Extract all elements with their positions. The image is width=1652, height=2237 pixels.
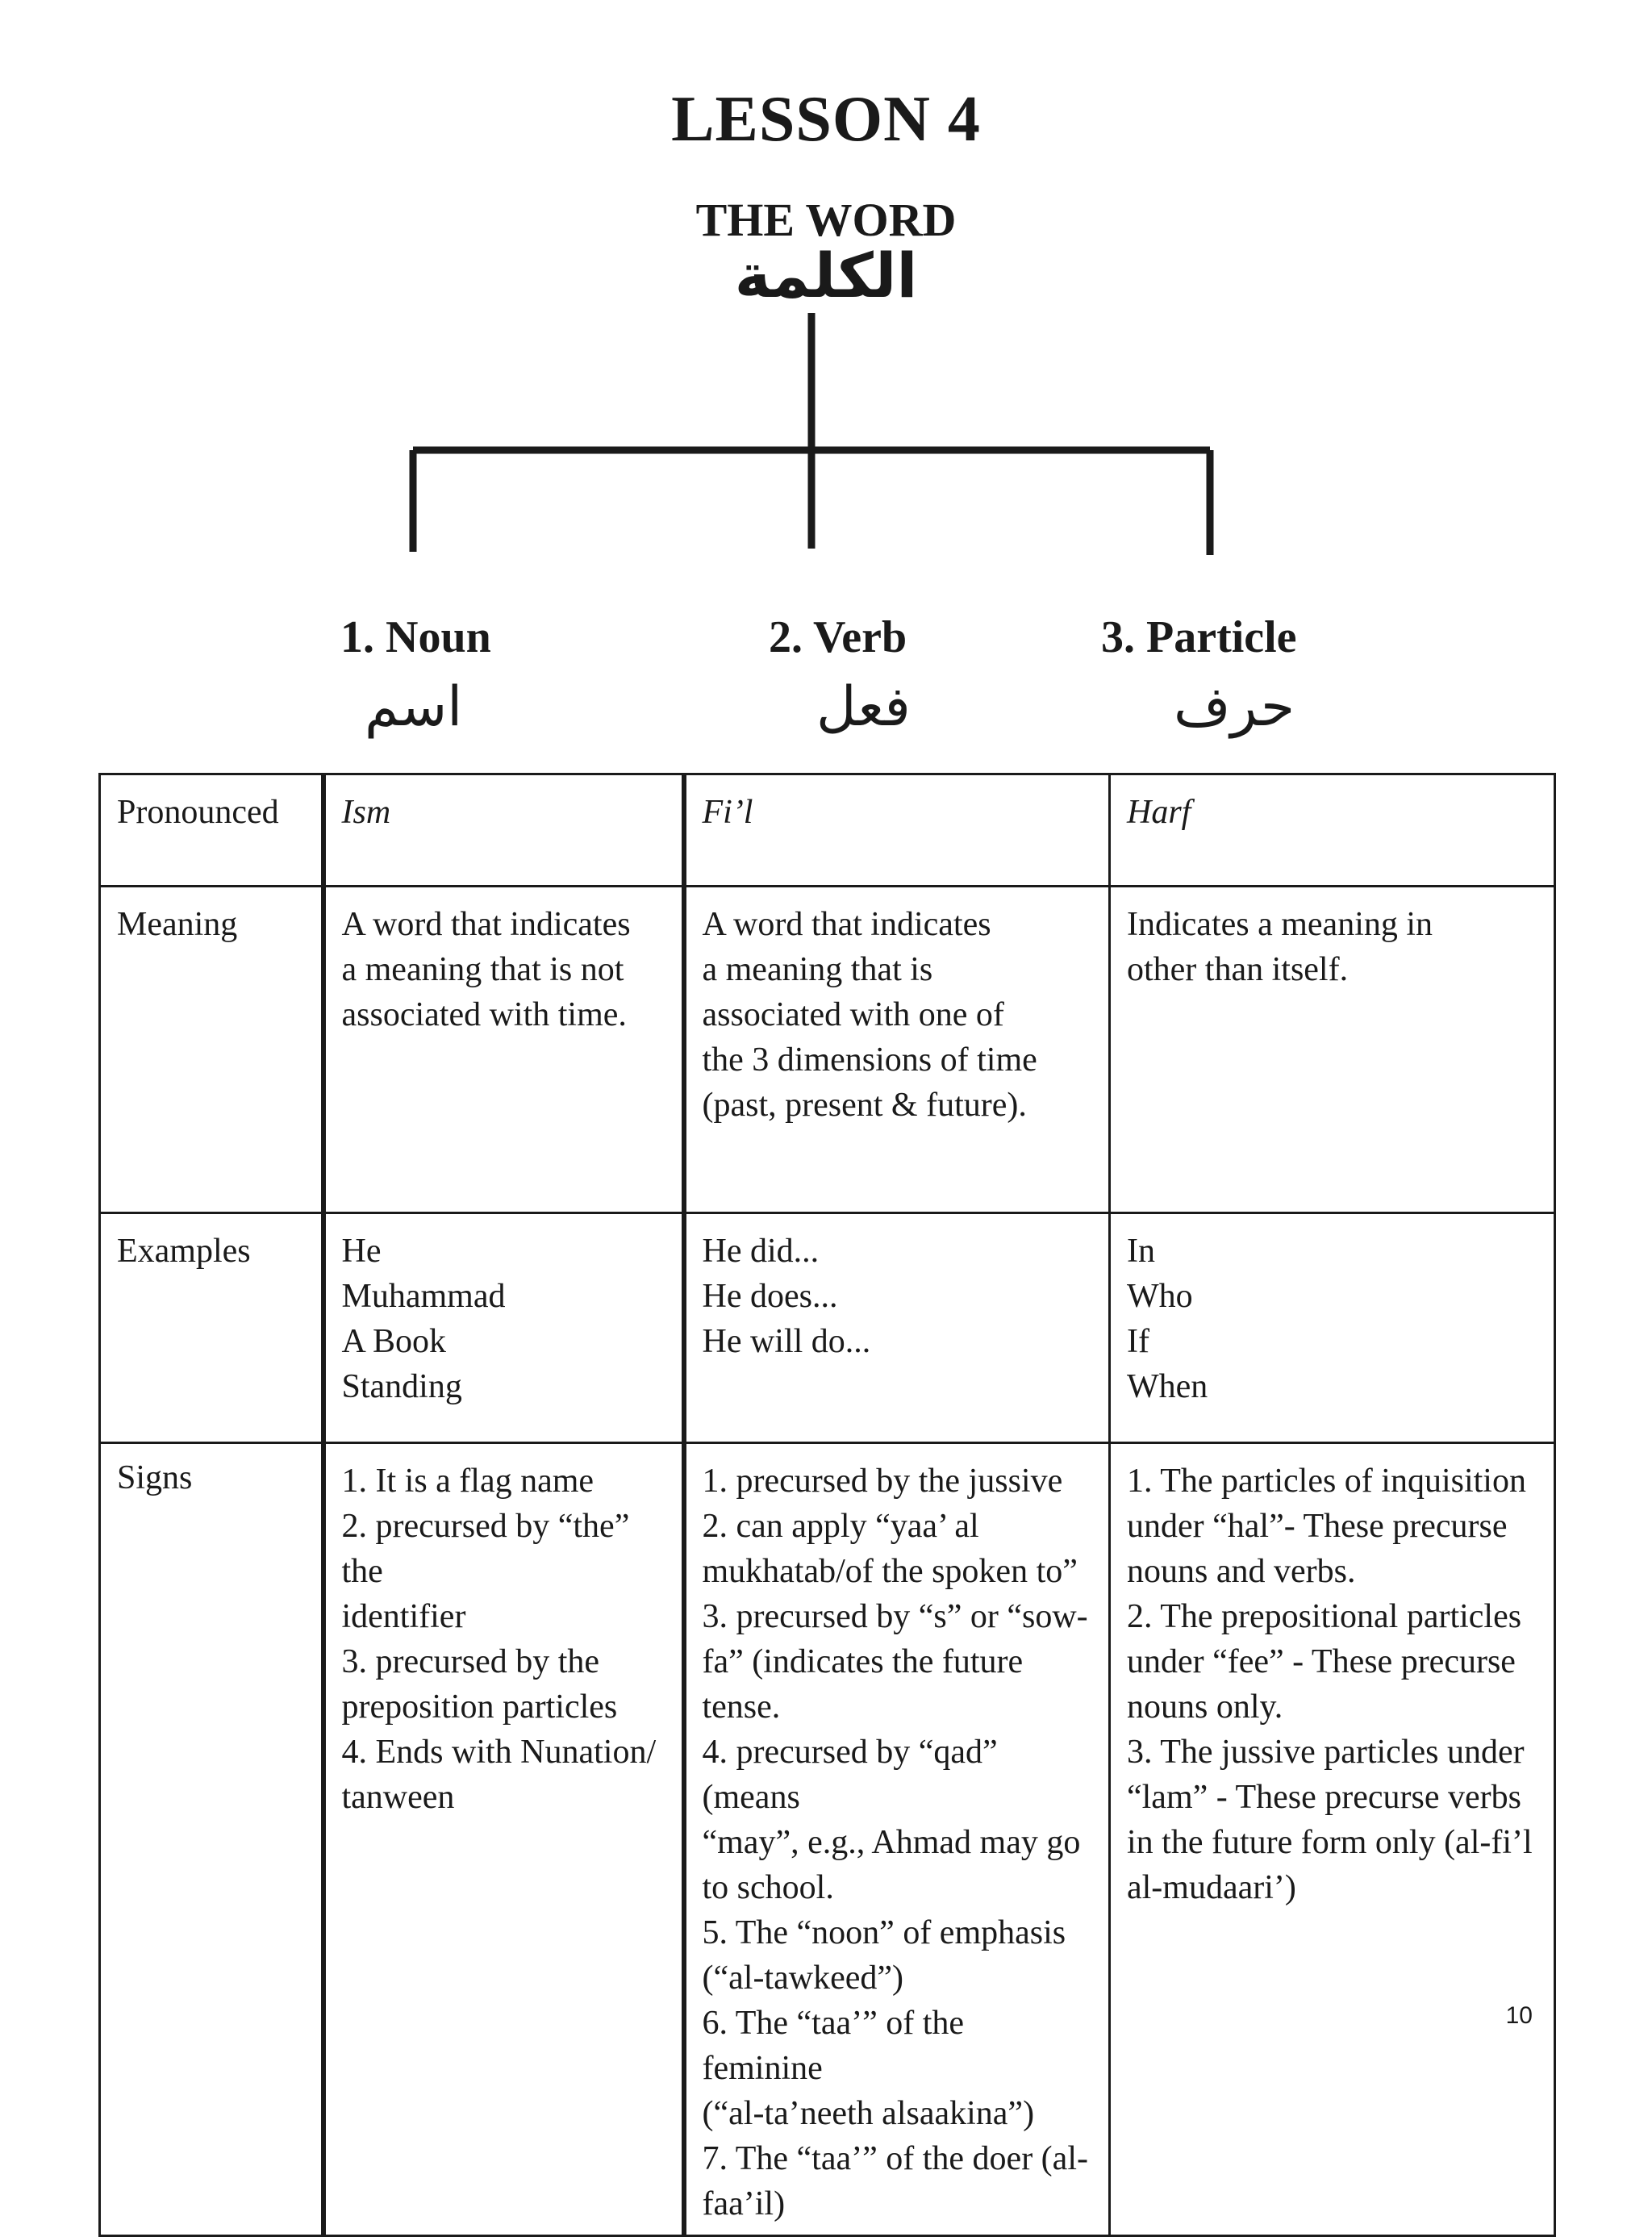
examples-verb <box>684 1213 1110 1443</box>
row-label-meaning: Meaning <box>100 887 323 1213</box>
cell-line: 3. precursed by the <box>341 1643 600 1680</box>
examples-noun <box>323 1213 684 1443</box>
cell-line: A Book <box>341 1323 447 1360</box>
row-label-pronounced: Pronounced <box>100 774 323 887</box>
cell-line: 4. Ends with Nunation/ <box>341 1734 657 1771</box>
signs-verb <box>684 1443 1110 2236</box>
cell-line: al-mudaari’) <box>1127 1869 1296 1906</box>
signs-particle <box>1110 1443 1555 2236</box>
cell-line: He does... <box>702 1278 838 1315</box>
cell-line: 4. precursed by “qad” (means <box>702 1734 998 1816</box>
cell-line: (past, present & future). <box>702 1087 1027 1124</box>
row-label-examples: Examples <box>100 1213 323 1443</box>
cell-line: mukhatab/of the spoken to” <box>702 1553 1078 1590</box>
cell-line: 3. precursed by “s” or “sow- <box>702 1598 1088 1635</box>
cell-line: associated with time. <box>341 996 627 1033</box>
category-noun-label: 1. Noun <box>340 612 491 662</box>
cell-line: “may”, e.g., Ahmad may go <box>702 1824 1081 1861</box>
table-row-signs <box>100 1443 1555 2236</box>
cell-line: a meaning that is <box>702 951 933 988</box>
cell-line: If <box>1127 1323 1149 1360</box>
cell-line: Indicates a meaning in <box>1127 906 1433 943</box>
category-verb-arabic: فعل <box>816 675 911 739</box>
cell-line: tanween <box>341 1779 455 1816</box>
cell-line: the 3 dimensions of time <box>702 1041 1037 1079</box>
pronounced-particle: Harf <box>1110 774 1555 887</box>
cell-line: 5. The “noon” of emphasis <box>702 1914 1066 1951</box>
cell-line: 1. It is a flag name <box>341 1463 594 1500</box>
word-title: THE WORD <box>695 194 957 246</box>
cell-line: Who <box>1127 1278 1193 1315</box>
word-tree-connector <box>0 0 1652 565</box>
table-row-pronounced <box>100 774 1555 887</box>
cell-line: faa’il) <box>702 2185 786 2222</box>
page-number: 10 <box>1505 2002 1533 2029</box>
table-row-examples <box>100 1213 1555 1443</box>
cell-line: to school. <box>702 1869 834 1906</box>
meaning-noun <box>323 887 684 1213</box>
cell-line: 2. precursed by “the” the <box>341 1508 630 1590</box>
cell-line: In <box>1127 1233 1155 1270</box>
category-particle-arabic: حرف <box>1174 675 1295 739</box>
cell-line: When <box>1127 1368 1208 1405</box>
cell-line: 1. The particles of inquisition <box>1127 1463 1526 1500</box>
cell-line: (“al-tawkeed”) <box>702 1959 903 1997</box>
cell-line: fa” (indicates the future tense. <box>702 1643 1024 1726</box>
cell-line: identifier <box>341 1598 466 1635</box>
word-arabic-title: الكلمة <box>734 240 918 311</box>
category-noun-arabic: اسم <box>365 675 463 739</box>
cell-line: 2. The prepositional particles <box>1127 1598 1522 1635</box>
cell-line: He will do... <box>702 1323 871 1360</box>
cell-line: He <box>341 1233 382 1270</box>
cell-line: 2. can apply “yaa’ al <box>702 1508 979 1545</box>
cell-line: under “hal”- These precurse <box>1127 1508 1508 1545</box>
signs-noun <box>323 1443 684 2236</box>
row-label-signs: Signs <box>100 1443 323 2236</box>
pronounced-noun: Ism <box>323 774 684 887</box>
cell-line: “lam” - These precurse verbs <box>1127 1779 1521 1816</box>
cell-line: Muhammad <box>341 1278 506 1315</box>
table-row-meaning <box>100 887 1555 1213</box>
meaning-particle <box>1110 887 1555 1213</box>
cell-line: 1. precursed by the jussive <box>702 1463 1063 1500</box>
lesson-title: LESSON 4 <box>671 84 981 155</box>
pronounced-verb: Fi’l <box>684 774 1110 887</box>
cell-line: nouns and verbs. <box>1127 1553 1356 1590</box>
cell-line: 6. The “taa’” of the feminine <box>702 2005 965 2087</box>
examples-particle <box>1110 1213 1555 1443</box>
category-particle-label: 3. Particle <box>1101 612 1297 662</box>
word-types-table <box>98 773 1556 2237</box>
cell-line: (“al-ta’neeth alsaakina”) <box>702 2095 1035 2132</box>
cell-line: nouns only. <box>1127 1688 1283 1726</box>
cell-line: 3. The jussive particles under <box>1127 1734 1525 1771</box>
cell-line: associated with one of <box>702 996 1004 1033</box>
cell-line: 7. The “taa’” of the doer (al- <box>702 2140 1088 2177</box>
cell-line: a meaning that is not <box>341 951 624 988</box>
cell-line: other than itself. <box>1127 951 1349 988</box>
cell-line: under “fee” - These precurse <box>1127 1643 1516 1680</box>
category-verb-label: 2. Verb <box>769 612 907 662</box>
cell-line: He did... <box>702 1233 820 1270</box>
meaning-verb <box>684 887 1110 1213</box>
cell-line: Standing <box>341 1368 462 1405</box>
cell-line: A word that indicates <box>702 906 991 943</box>
cell-line: A word that indicates <box>341 906 631 943</box>
cell-line: in the future form only (al-fi’l <box>1127 1824 1533 1861</box>
cell-line: preposition particles <box>341 1688 618 1726</box>
